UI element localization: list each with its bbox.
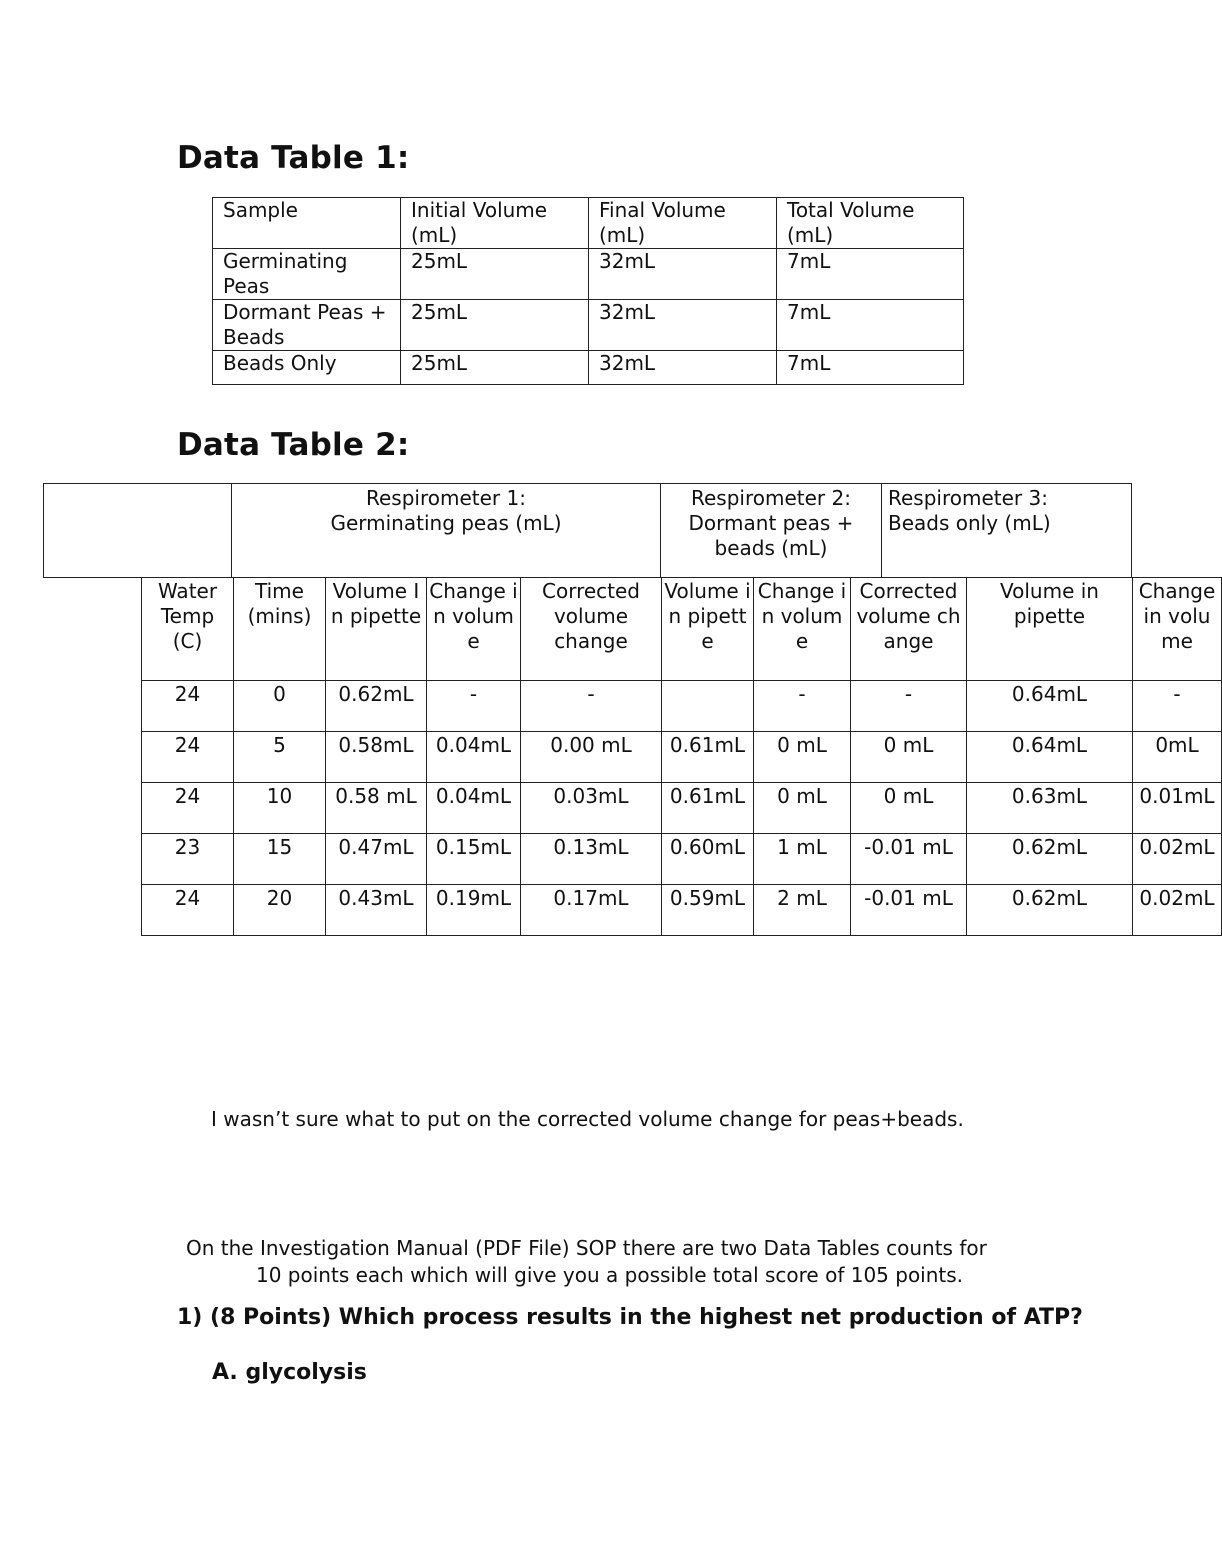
table-cell: -0.01 mL [851, 834, 967, 885]
table-cell: 0.59mL [662, 885, 754, 936]
table-cell: 0.64mL [967, 732, 1133, 783]
column-header: Change in volume [754, 578, 851, 681]
data-table-2 [141, 577, 1222, 936]
table-cell: 0.63mL [967, 783, 1133, 834]
table-cell: 20 [234, 885, 326, 936]
table-cell: 0 mL [851, 732, 967, 783]
respirometer-2-subtitle: Dormant peas + beads (mL) [688, 511, 854, 560]
table-cell: 0 mL [754, 732, 851, 783]
data-table-1 [212, 197, 964, 385]
table-cell: 0.60mL [662, 834, 754, 885]
column-header: Total Volume (mL) [777, 198, 964, 249]
column-header: Volume in pipette [967, 578, 1133, 681]
table-cell: 0 [234, 681, 326, 732]
table-cell: 0.62mL [967, 834, 1133, 885]
table-cell: 0.03mL [521, 783, 662, 834]
data-table-2-heading: Data Table 2: [177, 427, 410, 463]
student-note: I wasn’t sure what to put on the corrected volume change for peas+beads. [211, 1107, 964, 1131]
table-cell: 32mL [589, 249, 777, 300]
table-cell: 25mL [401, 300, 589, 351]
table-cell [662, 681, 754, 732]
table-cell: 0.61mL [662, 732, 754, 783]
table-cell: 10 [234, 783, 326, 834]
respirometer-3-header [882, 484, 1132, 578]
table-cell: 25mL [401, 351, 589, 385]
table-row [142, 783, 1222, 834]
table-cell: 25mL [401, 249, 589, 300]
table-cell: 24 [142, 885, 234, 936]
table-cell: 7mL [777, 300, 964, 351]
table-cell: - [1133, 681, 1222, 732]
table-cell: Germinating Peas [213, 249, 401, 300]
table-cell: 24 [142, 783, 234, 834]
respirometer-1-header [232, 484, 661, 578]
table-row [213, 249, 964, 300]
table-row [142, 732, 1222, 783]
column-header: Change in volume [427, 578, 521, 681]
table-cell: 0.43mL [326, 885, 427, 936]
table-row [213, 300, 964, 351]
column-header: Volume In pipette [326, 578, 427, 681]
group-header-row [44, 484, 1132, 578]
respirometer-3-title: Respirometer 3: [888, 486, 1048, 510]
table-cell: 23 [142, 834, 234, 885]
table-cell: 0.17mL [521, 885, 662, 936]
column-header: Water Temp (C) [142, 578, 234, 681]
table-cell: 0.15mL [427, 834, 521, 885]
column-header: Initial Volume (mL) [401, 198, 589, 249]
table-cell: 0.00 mL [521, 732, 662, 783]
table-cell: 24 [142, 732, 234, 783]
table-cell: 0.13mL [521, 834, 662, 885]
table-cell: 32mL [589, 300, 777, 351]
respirometer-1-subtitle: Germinating peas (mL) [330, 511, 562, 535]
answer-option-a: A. glycolysis [212, 1360, 367, 1385]
table-cell: 0.02mL [1133, 885, 1222, 936]
table-cell: 0.61mL [662, 783, 754, 834]
table-cell: 0 mL [754, 783, 851, 834]
table-cell: 0.04mL [427, 783, 521, 834]
table-cell: 0.04mL [427, 732, 521, 783]
table-header-row [213, 198, 964, 249]
table-cell: 0.01mL [1133, 783, 1222, 834]
table-cell: 0.62mL [326, 681, 427, 732]
table-cell: 5 [234, 732, 326, 783]
table-cell: Dormant Peas + Beads [213, 300, 401, 351]
table-cell: 2 mL [754, 885, 851, 936]
table-cell: - [521, 681, 662, 732]
respirometer-1-title: Respirometer 1: [366, 486, 526, 510]
table-cell: 0.02mL [1133, 834, 1222, 885]
table-cell: 0.58 mL [326, 783, 427, 834]
table-cell: 24 [142, 681, 234, 732]
table-cell: 0mL [1133, 732, 1222, 783]
table-header-row [142, 578, 1222, 681]
column-header: Corrected volume change [521, 578, 662, 681]
column-header: Change in volume [1133, 578, 1222, 681]
table-cell: 0 mL [851, 783, 967, 834]
table-cell: 1 mL [754, 834, 851, 885]
table-cell: Beads Only [213, 351, 401, 385]
table-cell: 0.47mL [326, 834, 427, 885]
manual-instruction-line-1: On the Investigation Manual (PDF File) SOP there are two Data Tables counts for [186, 1236, 987, 1260]
table-row [142, 885, 1222, 936]
manual-instruction-line-2: 10 points each which will give you a possible total score of 105 points. [256, 1263, 964, 1287]
table-row [213, 351, 964, 385]
column-header: Corrected volume change [851, 578, 967, 681]
data-table-1-heading: Data Table 1: [177, 140, 410, 176]
data-table-2-group-header [43, 483, 1132, 578]
table-cell: -0.01 mL [851, 885, 967, 936]
table-cell: - [754, 681, 851, 732]
column-header: Final Volume (mL) [589, 198, 777, 249]
table-row [142, 834, 1222, 885]
question-1: 1) (8 Points) Which process results in the highest net production of ATP? [177, 1305, 1083, 1330]
table-cell: 7mL [777, 351, 964, 385]
table-cell: 15 [234, 834, 326, 885]
column-header: Sample [213, 198, 401, 249]
table-cell: 0.58mL [326, 732, 427, 783]
table-row [142, 681, 1222, 732]
table-cell: 32mL [589, 351, 777, 385]
respirometer-2-title: Respirometer 2: [691, 486, 851, 510]
column-header: Time (mins) [234, 578, 326, 681]
table-cell: - [427, 681, 521, 732]
table-cell: 0.62mL [967, 885, 1133, 936]
table-cell: 0.64mL [967, 681, 1133, 732]
empty-header-cell [44, 484, 232, 578]
column-header: Volume in pipette [662, 578, 754, 681]
table-cell: 0.19mL [427, 885, 521, 936]
respirometer-2-header [661, 484, 882, 578]
table-cell: 7mL [777, 249, 964, 300]
respirometer-3-subtitle: Beads only (mL) [888, 511, 1051, 535]
table-cell: - [851, 681, 967, 732]
